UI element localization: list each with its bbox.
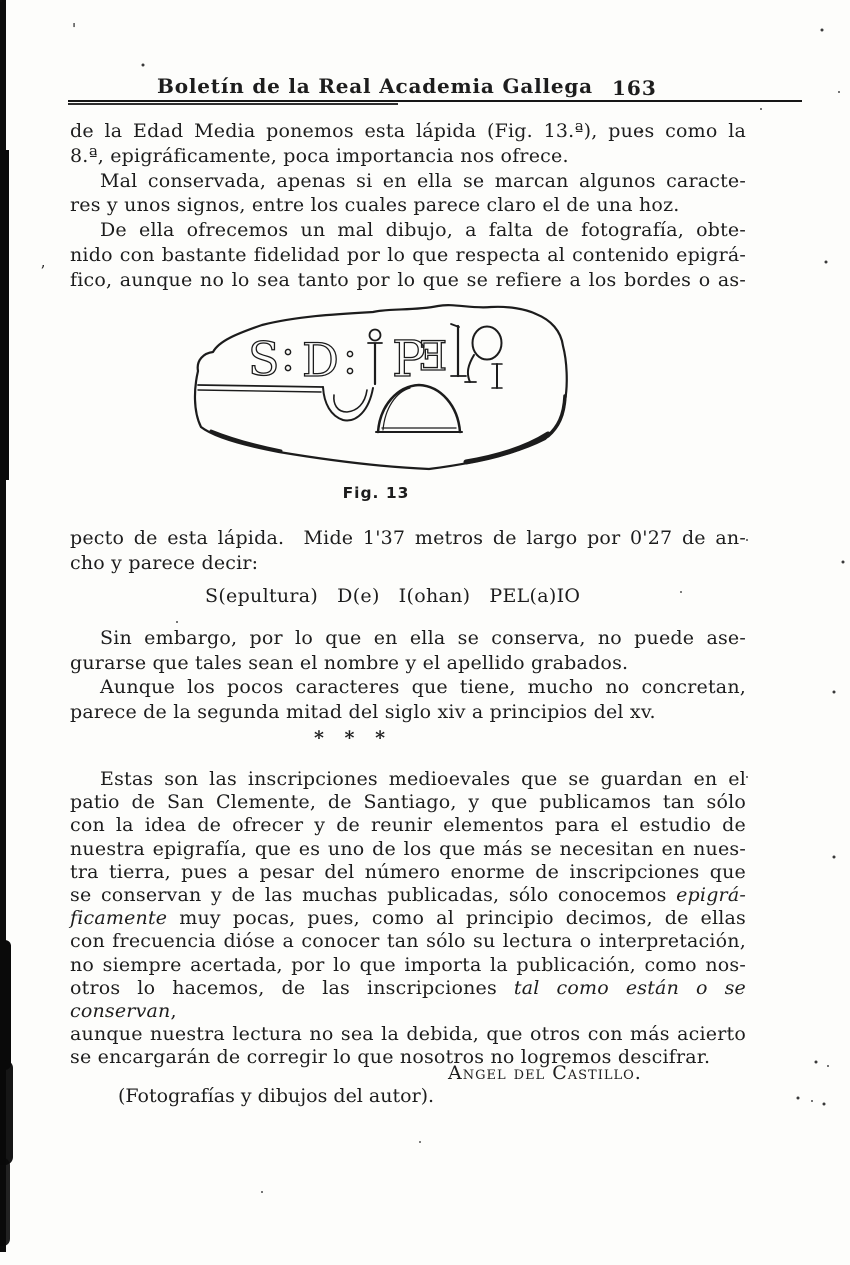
page-number: 163 — [612, 76, 657, 100]
text-run: se conservan y de las muchas publicadas, sólo conocemos — [70, 884, 677, 907]
paragraph-block-top — [70, 119, 746, 293]
glyph-o-tail — [468, 355, 474, 382]
scan-gutter-shadow — [0, 1158, 10, 1246]
text-line — [70, 1046, 746, 1069]
scan-gutter-shadow — [0, 940, 11, 1070]
dome-arc — [378, 385, 460, 432]
text-run: tra tierra, pues a pesar del número enorme de inscripciones que — [70, 860, 746, 883]
colon-dot — [285, 349, 290, 354]
glyph-d: D — [302, 333, 339, 387]
text-line — [70, 861, 746, 884]
text-line: Aunque los pocos caracteres que tiene, mucho no concretan, — [100, 676, 746, 698]
text-line: De ella ofrecemos un mal dibujo, a falta de fotografía, obte- — [100, 219, 746, 242]
text-line: Mal conservada, apenas si en ella se marcan algunos caracte- — [100, 169, 746, 192]
scan-specks — [0, 0, 2, 2]
asterisk-separator: * * * — [313, 727, 393, 749]
text-line — [70, 814, 746, 837]
text-line — [70, 977, 746, 1023]
paragraph-block-mid-1 — [70, 626, 746, 675]
text-line: parece de la segunda mitad del siglo xiv a principios del xv. — [70, 700, 656, 723]
text-run: epigrá- — [676, 884, 746, 907]
text-run: otros lo hacemos, de las inscripciones — [70, 976, 514, 999]
journal-title: Boletín de la Real Academia Gallega — [157, 74, 593, 98]
stone-shade-bottom-right — [466, 434, 548, 462]
paragraph-block-mid-2 — [70, 675, 746, 724]
glyph-s: S — [248, 332, 280, 386]
text-line: res y unos signos, entre los cuales parece claro el de una hoz. — [70, 194, 680, 217]
text-line: pecto de esta lápida. Mide 1'37 metros de largo por 0'27 de an- — [70, 527, 746, 549]
text-line: nido con bastante fidelidad por lo que respecta al contenido epigrá- — [70, 243, 746, 266]
text-line: de la Edad Media ponemos esta lápida (Fig. 13.ª), pues como la — [70, 120, 746, 142]
paragraph-block-continuation — [70, 526, 746, 575]
text-run: se encargarán de corregir lo que nosotros no logremos descifrar. — [70, 1046, 711, 1069]
text-run: con la idea de ofrecer y de reunir elementos para el estudio de — [70, 814, 746, 837]
stone-shade-bottom-left — [211, 431, 281, 451]
text-run: , — [170, 1000, 177, 1023]
text-run: aunque nuestra lectura no sea la debida, que otros con más acierto — [70, 1023, 746, 1046]
text-run: no siempre acertada, por lo que importa la publicación, como nos- — [70, 953, 746, 976]
scan-gutter-shadow — [0, 150, 9, 480]
stone-slab-sketch — [186, 296, 598, 488]
sickle-hook-outer — [323, 387, 373, 420]
scan-mark: ʼ — [40, 262, 45, 280]
i-ring — [370, 330, 381, 341]
text-line: gurarse que tales sean el nombre y el apellido grabados. — [70, 651, 629, 674]
glyph-p: P — [392, 330, 426, 388]
text-line — [70, 791, 746, 814]
text-line — [70, 768, 746, 791]
colon-dot — [285, 365, 290, 370]
figure-caption: Fig. 13 — [342, 484, 410, 502]
author-signature: Angel del Castillo. — [448, 1062, 642, 1084]
photo-credit: (Fotografías y dibujos del autor). — [118, 1085, 435, 1107]
text-line — [70, 838, 746, 861]
text-line — [70, 954, 746, 977]
text-line: fico, aunque no lo sea tanto por lo que se refiere a los bordes o as- — [70, 268, 746, 291]
text-line: cho y parece decir: — [70, 551, 259, 574]
glyph-e-reversed: Ǝ — [419, 334, 449, 380]
glyph-o — [473, 327, 502, 360]
text-run: tal como están o se conservan — [70, 976, 746, 1023]
text-line — [70, 930, 746, 953]
scan-mark: ' — [72, 20, 77, 38]
text-run: muy pocas, pues, como al principio decimos, de ellas — [167, 907, 746, 930]
scan-gutter-shadow — [0, 1060, 13, 1165]
sickle-hook-inner — [334, 390, 367, 412]
figure-13-drawing — [186, 296, 598, 488]
text-run: con frecuencia dióse a conocer tan sólo su lectura o interpretación, — [70, 930, 746, 953]
text-line — [70, 884, 746, 907]
text-run: nuestra epigrafía, que es uno de los que más se necesitan en nues- — [70, 837, 746, 860]
inscription-transcription: S(epultura) D(e) I(ohan) PEL(a)IO — [205, 585, 581, 607]
colon-dot — [347, 368, 352, 373]
text-run: ficamente — [70, 907, 168, 930]
text-line — [70, 1023, 746, 1046]
text-line — [70, 907, 746, 930]
ledge-line-double — [198, 390, 321, 392]
text-line: Sin embargo, por lo que en ella se conserva, no puede ase- — [100, 627, 746, 649]
text-run: Estas son las inscripciones medioevales que se guardan en el — [100, 768, 746, 790]
header-rule — [68, 100, 802, 102]
text-line: 8.ª, epigráficamente, poca importancia nos ofrece. — [70, 144, 569, 167]
header-rule-double — [68, 103, 398, 105]
colon-dot — [347, 351, 352, 356]
text-run: patio de San Clemente, de Santiago, y que publicamos tan sólo — [70, 791, 746, 814]
paragraph-block-closing — [70, 768, 746, 1070]
stone-shade-right — [548, 396, 565, 436]
